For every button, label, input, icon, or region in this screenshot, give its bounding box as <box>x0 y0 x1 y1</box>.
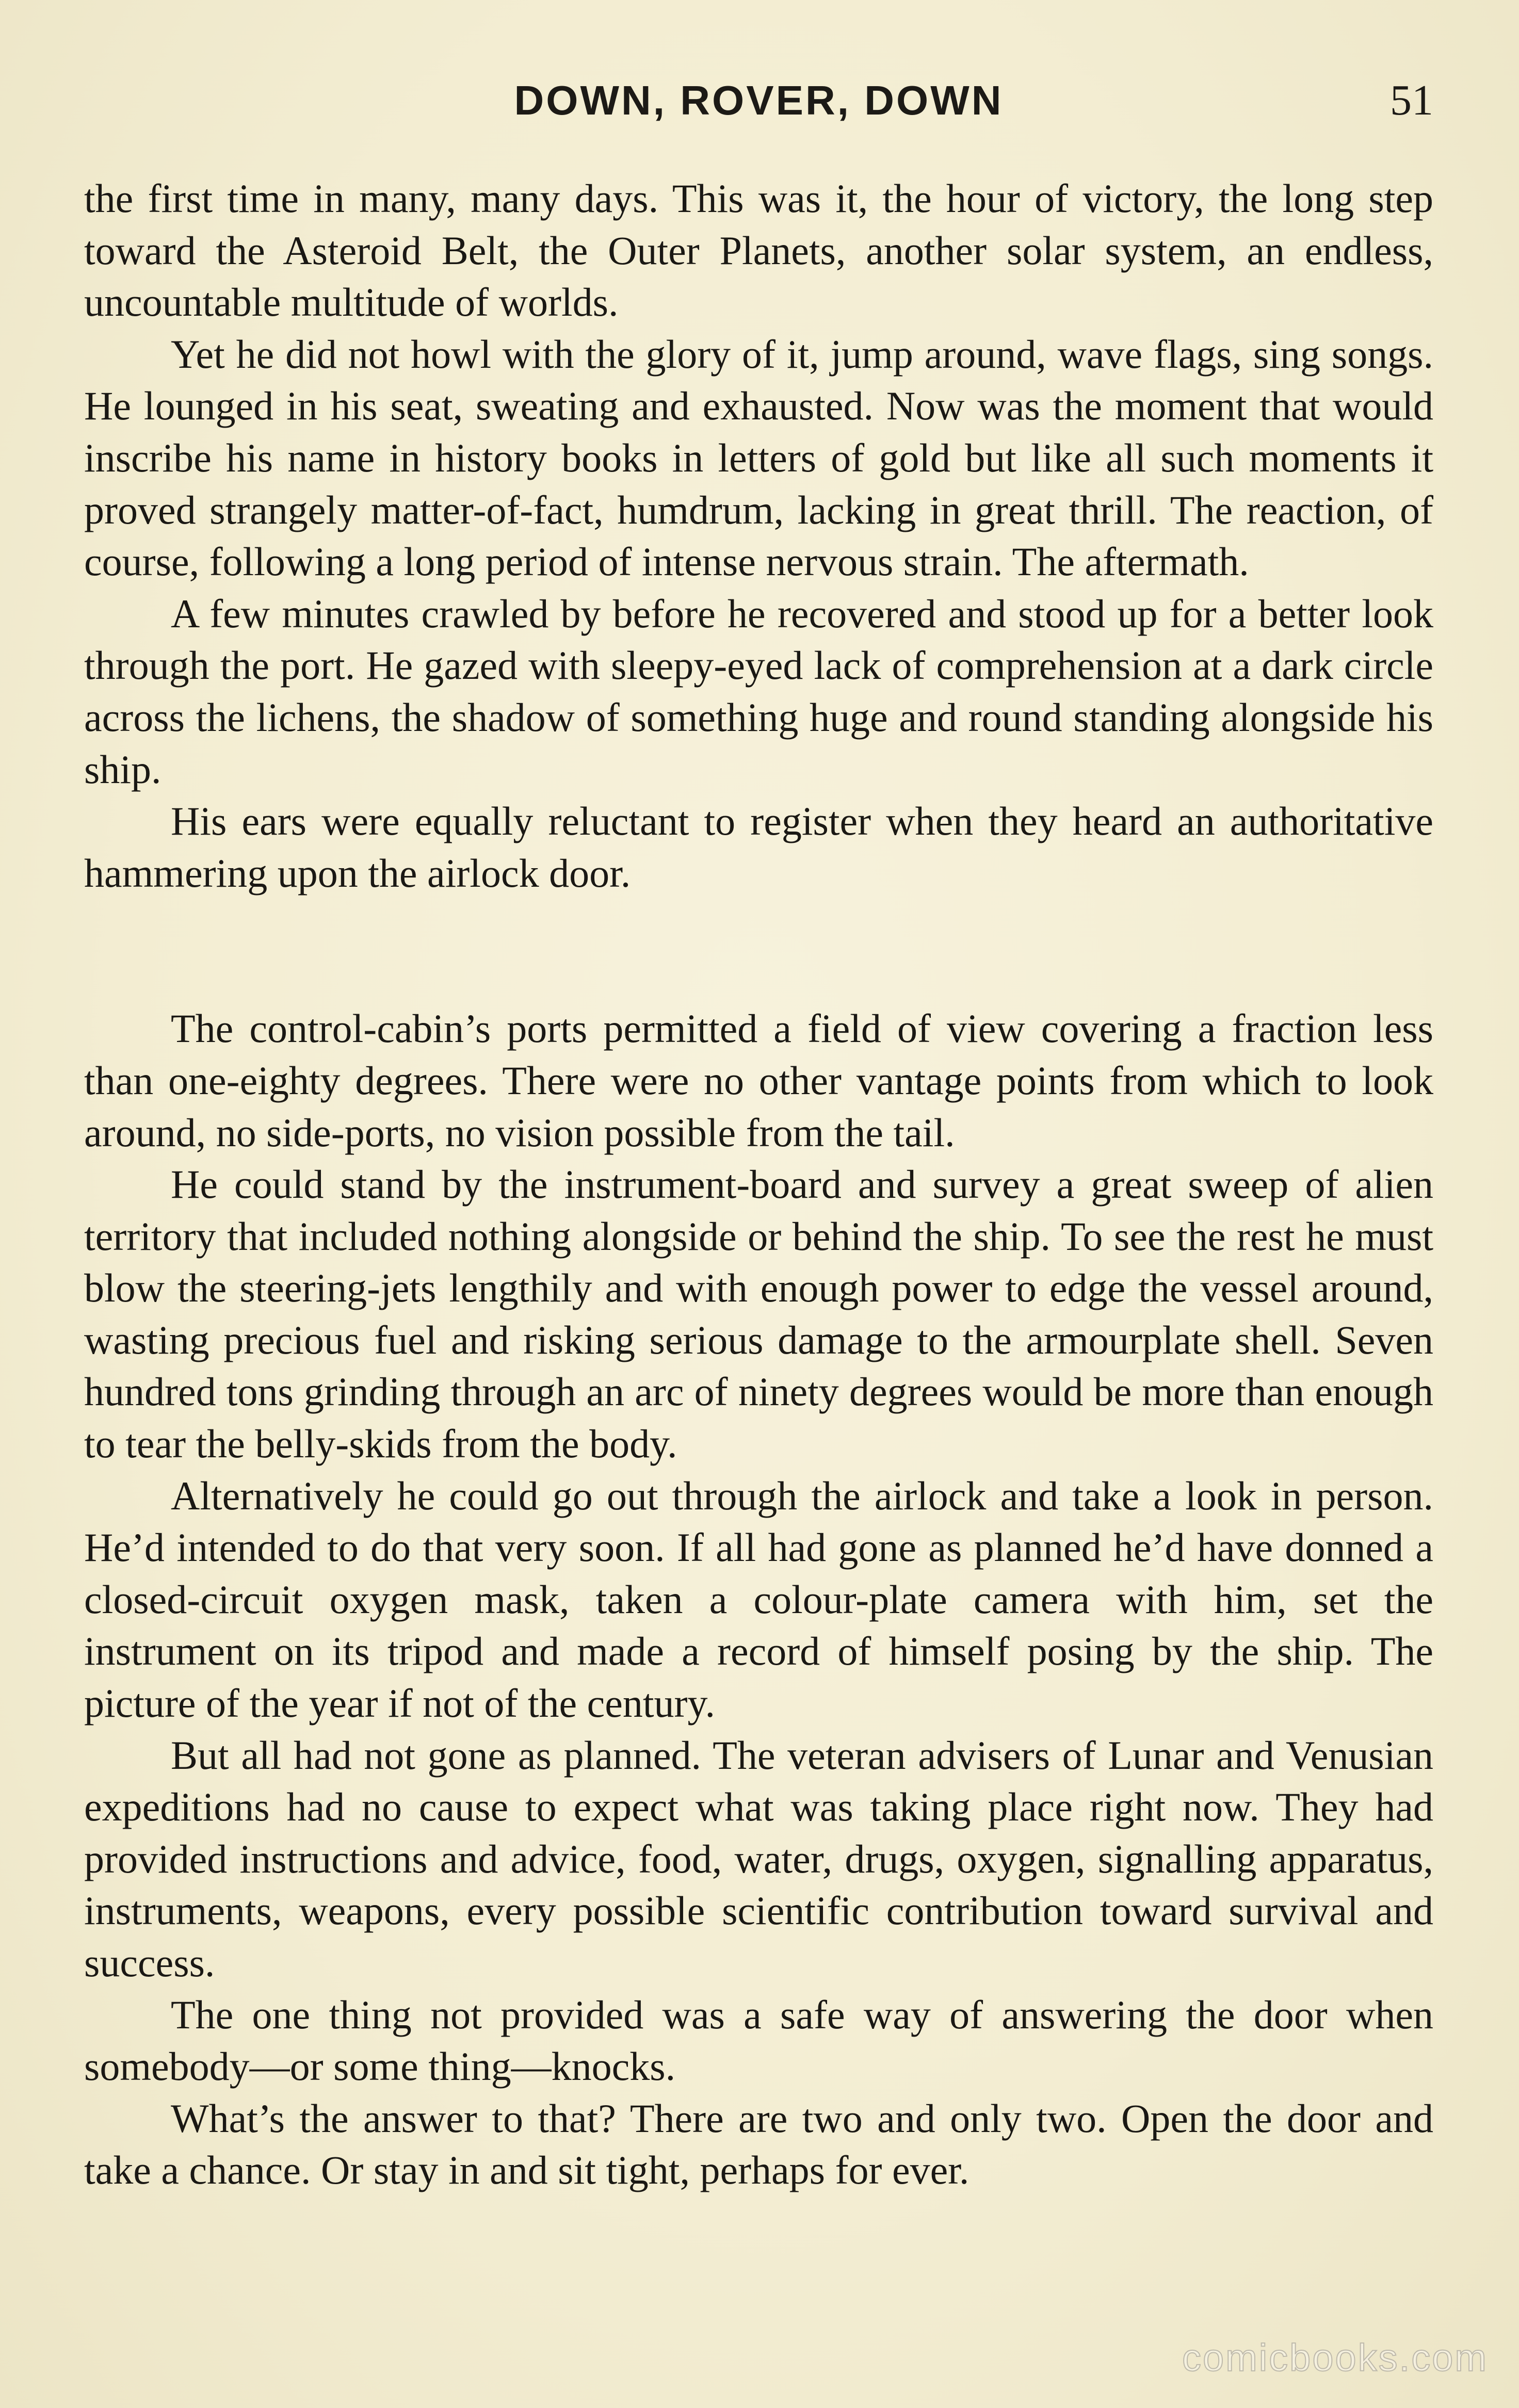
section-break <box>84 899 1433 1003</box>
paragraph-3: A few minutes crawled by before he recovered and stood up for a better look through the port. He gazed with sleepy-eyed lack of comprehension at a dark circle across the lichens, the shadow of something huge and round standing alongside his ship. <box>84 591 1433 792</box>
paragraph-9: The one thing not provided was a safe way of answering the door when somebody—or some thing—knocks. <box>84 1992 1433 2089</box>
watermark: comicbooks.com <box>1182 2336 1488 2379</box>
paragraph-4: His ears were equally reluctant to register when they heard an authoritative hammering upon the airlock door. <box>84 799 1433 896</box>
page-number: 51 <box>1390 76 1433 124</box>
paragraph-2: Yet he did not howl with the glory of it, jump around, wave flags, sing songs. He lounged in his seat, sweating and exhausted. Now was the moment that would inscribe his name in history books in letters of gold but like all such moments it proved strangely matter-of-fact, humdrum, lacking in great thrill. The reaction, of course, following a long period of intense nervous strain. The aftermath. <box>84 331 1433 584</box>
paragraph-1: the first time in many, many days. This was it, the hour of victory, the long step toward the Asteroid Belt, the Outer Planets, another solar system, an endless, uncountable multitude of worlds. <box>84 176 1433 325</box>
paragraph-5: The control-cabin’s ports permitted a field of view covering a fraction less than one-eighty degrees. There were no other vantage points from which to look around, no side-ports, no vision possible from the tail. <box>84 1006 1433 1155</box>
running-head <box>84 72 1433 134</box>
paragraph-7: Alternatively he could go out through the airlock and take a look in person. He’d intended to do that very soon. If all had gone as planned he’d have donned a closed-circuit oxygen mask, taken a colour-plate camera with him, set the instrument on its tripod and made a record of himself posing by the ship. The picture of the year if not of the century. <box>84 1473 1433 1726</box>
body-text <box>84 173 1433 2197</box>
paragraph-8: But all had not gone as planned. The veteran advisers of Lunar and Venusian expeditions had no cause to expect what was taking place right now. They had provided instructions and advice, food, water, drugs, oxygen, signalling apparatus, instruments, weapons, every possible scientific contribution toward survival and success. <box>84 1732 1433 1985</box>
paragraph-10: What’s the answer to that? There are two and only two. Open the door and take a chance. Or stay in and sit tight, perhaps for ever. <box>84 2095 1433 2193</box>
paragraph-6: He could stand by the instrument-board and survey a great sweep of alien territory that included nothing alongside or behind the ship. To see the rest he must blow the steering-jets lengthily and with enough power to edge the vessel around, wasting precious fuel and risking serious damage to the armourplate shell. Seven hundred tons grinding through an arc of ninety degrees would be more than enough to tear the belly-skids from the body. <box>84 1162 1433 1467</box>
chapter-title: DOWN, ROVER, DOWN <box>514 77 1004 123</box>
